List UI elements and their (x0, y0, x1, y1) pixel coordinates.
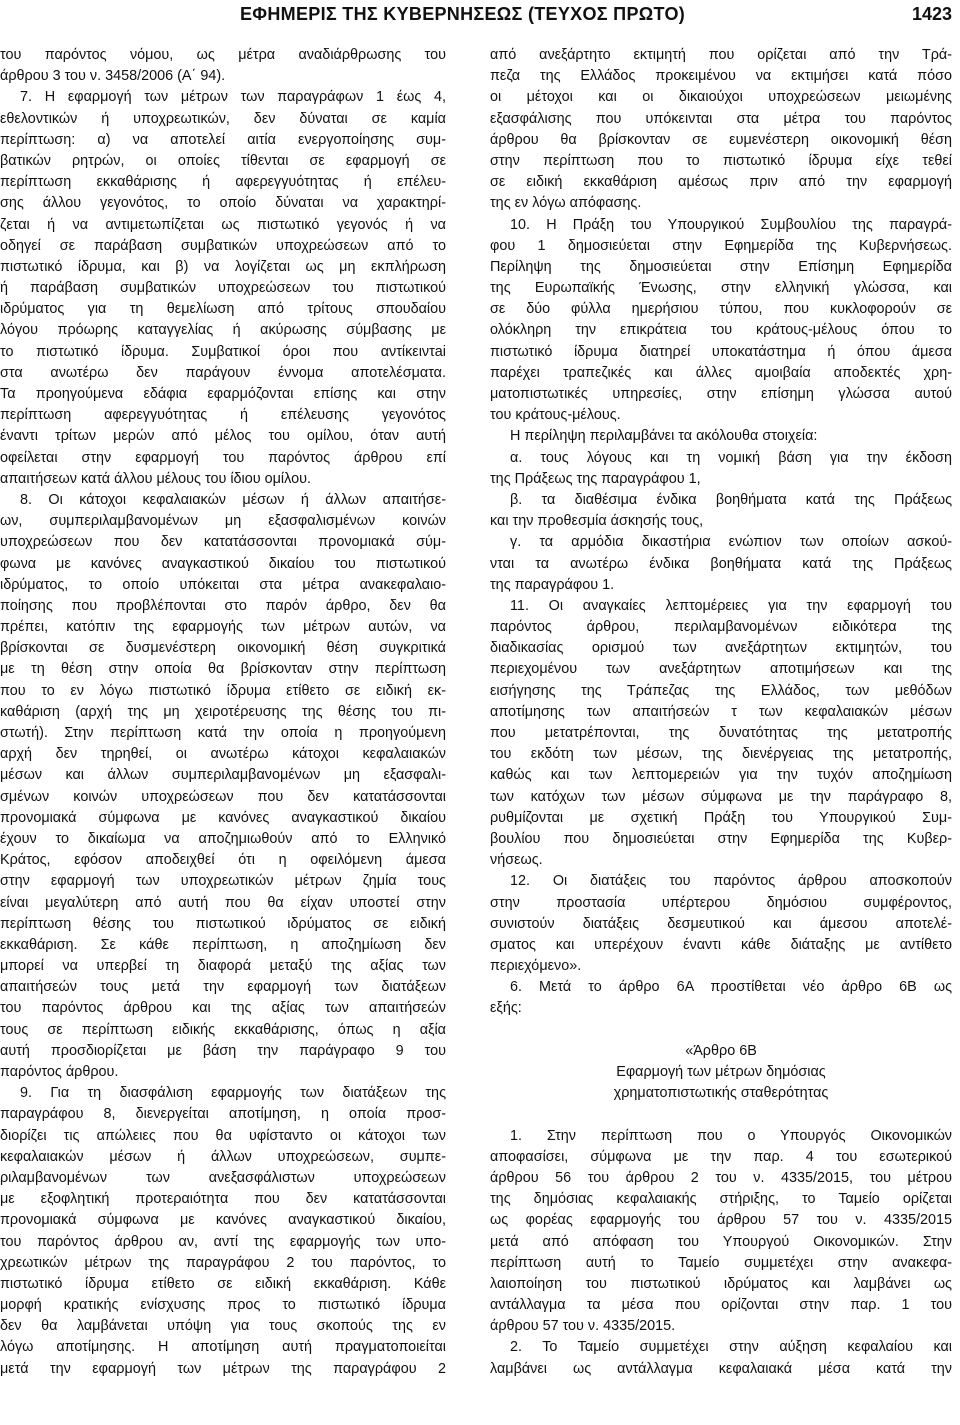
text-line: των κατόχων των μέσων σύμφωνα με την παράγραφο 8, (490, 788, 952, 805)
text-line: απαιτήσεων κατά άλλου μέλους του ίδιου ομίλου. (0, 470, 311, 487)
text-line: σης άλλου γεγονότος, το οποίο δύναται να χαρακτηρί- (0, 195, 446, 212)
text-line: πιστωτικό ίδρυμα διατηρεί υποκατάστημα ή όπου άμεσα (490, 343, 952, 360)
text-line: περίπτωση θέσης του πιστωτικού ιδρύματος σε ειδική (0, 915, 446, 932)
text-line: μέσων και άλλων συμπεριλαμβανομένων μη εξασφαλι- (0, 767, 446, 784)
text-line: ποίησης που προβλέπονται στο παρόν άρθρο, δεν θα (0, 597, 446, 614)
text-line: οδηγεί σε παράβαση συμβατικών υποχρεώσεων από το (0, 237, 446, 254)
text-line: Η περίληψη περιλαμβάνει τα ακόλουθα στοιχεία: (510, 428, 818, 445)
text-line: υποχρεώσεων που δεν κατατάσσονται προνομιακά σύμ- (0, 534, 446, 551)
text-line: στην περίπτωση που το πιστωτικό ίδρυμα είχε τεθεί (490, 152, 952, 169)
text-line: αποτίμησης των απαιτήσεών τ των κεφαλαιακών μέσων (490, 703, 952, 720)
text-line: σματος και υπερέχουν έναντι κάθε διάταξης με αντίθετο (490, 936, 952, 953)
text-line: με εξοφλητική προτεραιότητα που δεν κατατάσσονται (0, 1191, 446, 1208)
text-line: παρόντος άρθρου, περιλαμβανομένων ειδικότερα της (490, 619, 952, 636)
text-line: μπορεί να υπερβεί τη διαφορά μεταξύ της αξίας των (0, 958, 446, 975)
text-line: σε δύο φύλλα ημερήσιου τύπου, που κυκλοφορούν σε (490, 301, 952, 318)
text-line: νται τα ανωτέρω ένδικα βοηθήματα κατά της Πράξεως (490, 555, 952, 572)
text-line: φωνα με κανόνες αναγκαστικού δικαίου του πιστωτικού (0, 555, 446, 572)
text-line: στην εφαρμογή των υποχρεωτικών μέτρων ζημία τους (0, 873, 446, 890)
text-line: περίπτωση εκκαθάρισης ή αφερεγγυότητας ή επέλευ- (0, 174, 446, 191)
text-line: ως φορέας εφαρμογής του άρθρου 57 του ν. 4335/2015 (490, 1212, 952, 1229)
text-line: στωτή). Στην περίπτωση κατά την οποία η προηγούμενη (0, 725, 446, 741)
page-header (0, 0, 960, 34)
text-line: 9. Για τη διασφάλιση εφαρμογής των διατάξεων της (20, 1085, 446, 1102)
text-line: προνομιακά σύμφωνα με κανόνες αναγκαστικού δικαίου (0, 809, 446, 826)
text-line: γ. τα αρμόδια δικαστήρια ενώπιον των οποίων ασκού- (510, 534, 952, 551)
page-number: 1423 (911, 4, 952, 24)
text-line: εξασφάλισης που υπόκεινται στα μέτρα του παρόντος (490, 110, 952, 127)
text-line: στην προστασία υπέρτερου δημόσιου συμφέροντος, (490, 894, 952, 911)
text-line: προνομιακά σύμφωνα με κανόνες αναγκαστικού δικαίου, (0, 1212, 446, 1229)
text-line: χρεωτικών μέτρων της παραγράφου 2 του παρόντος, το (0, 1254, 446, 1271)
text-line: καθώς και των λεπτομερειών για την τυχόν αποζημίωση (490, 767, 952, 784)
right-text-column (490, 45, 952, 1380)
text-line: του εκδότη των μέσων, της διενέργειας της μετατροπής, (490, 746, 952, 763)
text-line: Τα προηγούμενα εδάφια εφαρμόζονται επίσης και στην (0, 386, 446, 402)
text-line: ρυθμίζονται με σχετική Πράξη του Υπουργικού Συμ- (490, 809, 952, 826)
text-line: βρίσκονται σε δυσμενέστερη οικονομική θέση συγκριτικά (0, 640, 446, 657)
text-line: α. τους λόγους και τη νομική βάση για την έκδοση (510, 449, 952, 466)
text-line: β. τα διαθέσιμα ένδικα βοηθήματα κατά της Πράξεως (510, 491, 952, 508)
text-line: Περίληψη της δημοσιεύεται στην Επίσημη Εφημερίδα (490, 258, 952, 275)
text-line: από ανεξάρτητο εκτιμητή που ορίζεται από την Τρά- (490, 47, 952, 63)
text-line: απαιτήσεών τους μετά την εφαρμογή των διατάξεων (0, 979, 446, 996)
text-line: του παρόντος άρθρου και της αξίας των απαιτήσεών (0, 1000, 446, 1017)
text-line: καθάριση (αρχή της μη χειροτέρευσης της θέσης του πι- (0, 703, 446, 720)
text-line: που μετατρέπονται, της δυνατότητας της μετατροπής (490, 725, 952, 741)
text-line: είναι μεγαλύτερη από αυτή που θα είχαν υποστεί στην (0, 894, 446, 911)
text-line: συνιστούν διατάξεις δεσμευτικού και άμεσου αποτελέ- (490, 915, 952, 932)
text-line: νήσεως. (490, 852, 543, 869)
text-line: με τη θέση στην οποία θα βρίσκονταν στην περίπτωση (0, 661, 446, 678)
text-line: 8. Οι κάτοχοι κεφαλαιακών μέσων ή άλλων απαιτήσε- (20, 491, 446, 508)
text-line: πιστωτικό ίδρυμα ετίθετο σε ειδική εκκαθάριση. Κάθε (0, 1275, 446, 1292)
text-line: του παρόντος νόμου, ως μέτρα αναδιάρθρωσης του (0, 47, 446, 63)
text-line: περίπτωση: α) να αποτελεί αιτία ενεργοποίησης συμ- (0, 131, 446, 148)
text-line: δεν θα λαμβάνεται υπόψη για τους σκοπούς της εν (0, 1318, 446, 1335)
text-line: άρθρου 3 του ν. 3458/2006 (Α΄ 94). (0, 68, 226, 85)
text-line: περιεχομένου των ανεξάρτητων αποτιμήσεων και της (490, 661, 952, 678)
text-line: έναντι τρίτων μερών από μέλος του ομίλου, όταν αυτή (0, 428, 446, 445)
text-line: εξής: (490, 1000, 522, 1017)
text-line: ιδρύματος, το οποίο υπόκειται στα μέτρα ανακεφαλαιο- (0, 576, 446, 593)
text-line: που το εν λόγω πιστωτικό ίδρυμα ετίθετο σε ειδική εκ- (0, 682, 446, 699)
text-line: λαιοποίηση του πιστωτικού ιδρύματος και λαμβάνει ως (490, 1275, 952, 1292)
text-line: σμένων κοινών υποχρεώσεων που δεν κατατάσσονται (0, 788, 446, 805)
text-line: εκκαθάριση. Σε κάθε περίπτωση, η αποζημίωση δεν (0, 936, 446, 953)
text-line: στα ανωτέρω δεν παράγουν έννομα αποτελέσματα. (0, 364, 446, 381)
text-line: λαμβάνει ως αντάλλαγμα κεφαλαιακά μέσα κατά την (490, 1360, 952, 1377)
text-line: διαδικασίας ορισμού των ανεξάρτητων εκτιμητών, του (490, 640, 952, 657)
text-line: μορφή κρατικής ενίσχυσης προς το πιστωτικό ίδρυμα (0, 1297, 446, 1314)
text-line: μετά την εφαρμογή των μέτρων της παραγράφου 2 (0, 1360, 446, 1377)
gazette-title: ΕΦΗΜΕΡΙΣ ΤΗΣ ΚΥΒΕΡΝΗΣΕΩΣ (ΤΕΥΧΟΣ ΠΡΩΤΟ) (240, 4, 686, 24)
text-line: του παρόντος άρθρου αν, αντί της εφαρμογής των υπο- (0, 1233, 446, 1250)
text-line: άρθρου 57 του ν. 4335/2015. (490, 1318, 676, 1335)
text-line: του κράτους-μέλους. (490, 407, 621, 424)
text-line: ολόκληρη την επικράτεια του κράτους-μέλους όπου το (490, 322, 952, 339)
text-line: αυτή προσδιορίζεται με βάση την παράγραφο 9 του (0, 1042, 446, 1059)
text-line: αρχή δεν τηρηθεί, οι ανωτέρω κάτοχοι κεφαλαιακών (0, 746, 446, 763)
text-line: το πιστωτικό ίδρυμα. Συμβατικοί όροι που αντίκειντai (0, 343, 446, 360)
text-line: πιστωτικό ίδρυμα, και β) να λογίζεται ως μη εκπλήρωση (0, 258, 446, 275)
text-line: λόγου πρόωρης καταγγελίας ή ακύρωσης σύμβασης με (0, 322, 446, 339)
left-text-column (0, 45, 446, 1380)
text-line: και την προθεσμία άσκησής τους, (490, 513, 704, 530)
text-line: έχουν το δικαίωμα να αποζημιωθούν από το Ελληνικό (0, 830, 446, 847)
text-line: εθελοντικών ή υποχρεωτικών, δεν δύναται σε καμία (0, 110, 446, 127)
text-line: της εν λόγω απόφασης. (490, 195, 642, 212)
text-line: διορίζει τις απώλειες που θα υφίσταντο οι κάτοχοι των (0, 1127, 446, 1144)
text-line: «Άρθρο 6Β (685, 1042, 757, 1059)
text-line: ριλαμβανομένων των ανεξασφάλιστων υποχρεώσεων (0, 1169, 446, 1186)
text-line: 10. Η Πράξη του Υπουργικού Συμβουλίου της παραγρά- (510, 216, 952, 233)
text-line: μετά από απόφαση του Υπουργού Οικονομικών. Στην (490, 1233, 952, 1250)
text-line: παρέχει τραπεζικές και άλλες αμοιβαία αποδεκτές χρη- (490, 364, 952, 381)
text-line: άρθρου θα βρίσκονταν σε ευμενέστερη οικονομική θέση (490, 131, 952, 148)
text-line: της Πράξεως της παραγράφου 1, (490, 470, 701, 487)
text-line: 12. Οι διατάξεις του παρόντος άρθρου αποσκοπούν (510, 873, 952, 890)
text-line: Κράτος, εφόσον αποδειχθεί ότι η οφειλόμενη άμεσα (0, 852, 446, 869)
text-line: βατικών ρητρών, οι οποίες τίθενται σε εφαρμογή σε (0, 152, 446, 169)
text-line: ων, συμπεριλαμβανομένων μη εξασφαλισμένων κοινών (0, 513, 446, 530)
text-line: της δημόσιας κεφαλαιακής στήριξης, το Ταμείο ορίζεται (490, 1191, 952, 1208)
text-line: αποφασίσει, σύμφωνα με την παρ. 4 του εσωτερικού (490, 1148, 952, 1165)
text-line: της παραγράφου 1. (490, 576, 615, 593)
text-line: παραγράφου 8, διενεργείται αποτίμηση, η οποία προσ- (0, 1106, 446, 1123)
text-line: 7. Η εφαρμογή των μέτρων των παραγράφων 1 έως 4, (20, 89, 446, 106)
text-line: πρέπει, κατόπιν της εφαρμογής των μέτρων αυτών, να (0, 619, 446, 636)
text-line: ζεται ή να αντιμετωπίζεται ως πιστωτικό γεγονός ή να (0, 216, 446, 233)
text-line: οι μέτοχοι και οι δικαιούχοι υποχρεώσεων μειωμένης (490, 89, 952, 106)
text-line: ιδρύματος για τη θεμελίωση από τρίτους σπουδαίου (0, 301, 446, 318)
text-line: περίπτωση αφερεγγυότητας ή επέλευσης γεγονότος (0, 407, 446, 424)
text-line: φου 1 δημοσιεύεται στην Εφημερίδα της Κυβερνήσεως. (490, 237, 952, 254)
text-line: σε ειδική εκκαθάριση αμέσως πριν από την εφαρμογή (490, 174, 952, 191)
text-line: πεζα της Ελλάδος προκειμένου να εκτιμήσει κατά πόσο (490, 68, 952, 85)
text-line: παρόντος άρθρου. (0, 1064, 119, 1080)
text-line: ή παράβαση συμβατικών υποχρεώσεων του πιστωτικού (0, 280, 446, 297)
text-line: τους σε περίπτωση ειδικής εκκαθάρισης, όπως η αξία (0, 1021, 446, 1038)
text-line: άρθρου 56 του άρθρου 2 του ν. 4335/2015, του μέτρου (490, 1169, 952, 1186)
text-line: Εφαρμογή των μέτρων δημόσιας (616, 1064, 826, 1080)
text-line: οφείλεται στην εφαρμογή του παρόντος άρθρου επί (0, 449, 446, 466)
text-line: αντάλλαγμα τα μέσα που ορίζονται στην παρ. 1 του (490, 1297, 952, 1314)
text-line: ματοπιστωτικές υπηρεσίες, στην επίσημη γλώσσα αυτού (490, 386, 952, 402)
text-line: 1. Στην περίπτωση που ο Υπουργός Οικονομικών (510, 1127, 952, 1144)
text-line: της Ευρωπαϊκής Ένωσης, στην ελληνική γλώσσα, και (490, 280, 952, 297)
text-line: χρηματοπιστωτικής σταθερότητας (613, 1085, 829, 1102)
text-line: βουλίου που δημοσιεύεται στην Εφημερίδα της Κυβερ- (490, 830, 952, 847)
text-line: λόγω αποτίμησης. Η αποτίμηση αυτή πραγματοποιείται (0, 1339, 446, 1356)
blank-line (490, 1020, 952, 1041)
text-line: κεφαλαιακών μέσων ή άλλων υποχρεώσεων, συμπε- (0, 1148, 446, 1165)
text-line: περίπτωση αυτή το Ταμείο συμμετέχει στην ανακεφα- (490, 1254, 952, 1271)
text-line: περιεχόμενο». (490, 958, 582, 975)
text-line: εισήγησης της Τράπεζας της Ελλάδος, των μεθόδων (490, 682, 952, 699)
blank-line (490, 1104, 952, 1125)
text-line: 11. Οι αναγκαίες λεπτομέρειες για την εφαρμογή του (510, 597, 952, 614)
text-line: 2. Το Ταμείο συμμετέχει στην αύξηση κεφαλαίου και (510, 1339, 952, 1356)
text-line: 6. Μετά το άρθρο 6Α προστίθεται νέο άρθρο 6Β ως (510, 979, 952, 996)
